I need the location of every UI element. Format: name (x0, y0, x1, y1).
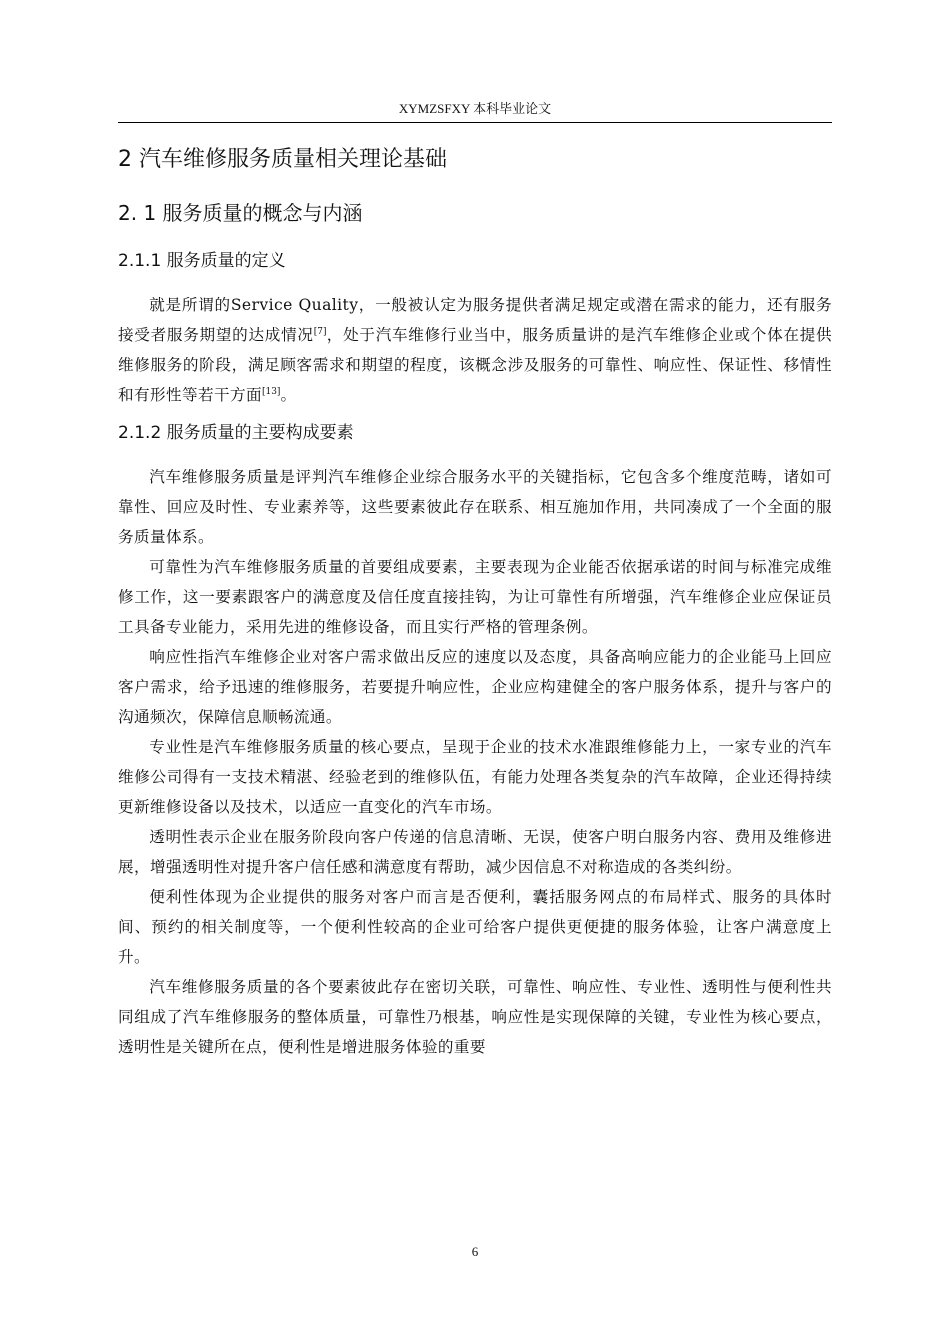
running-header: XYMZSFXY 本科毕业论文 (398, 101, 552, 116)
citation-ref: [13] (261, 387, 281, 397)
paragraph-convenience: 便利性体现为企业提供的服务对客户而言是否便利，囊括服务网点的布局样式、服务的具体时间、预约的相关制度等，一个便利性较高的企业可给客户提供更便捷的服务体验，让客户满意度上升。 (118, 888, 832, 966)
paragraph-overview: 汽车维修服务质量是评判汽车维修企业综合服务水平的关键指标，它包含多个维度范畴，诸如可靠性、回应及时性、专业素养等，这些要素彼此存在联系、相互施加作用，共同凑成了一个全面的服务质量体系。 (118, 468, 832, 546)
page-number: 6 (471, 1244, 479, 1259)
paragraph-definition (118, 290, 832, 410)
chapter-title: 2 汽车维修服务质量相关理论基础 (118, 147, 447, 172)
page-body (118, 130, 832, 1062)
paragraph-transparency: 透明性表示企业在服务阶段向客户传递的信息清晰、无误，使客户明白服务内容、费用及维修进展，增强透明性对提升客户信任感和满意度有帮助，减少因信息不对称造成的各类纠纷。 (118, 828, 832, 876)
subsection-title-definition: 2.1.1 服务质量的定义 (118, 251, 286, 271)
citation-ref: [7] (313, 327, 327, 337)
paragraph-responsiveness: 响应性指汽车维修企业对客户需求做出反应的速度以及态度，具备高响应能力的企业能马上回应客户需求，给予迅速的维修服务，若要提升响应性，企业应构建健全的客户服务体系，提升与客户的沟通频次，保障信息顺畅流通。 (118, 648, 832, 726)
paragraph-summary: 汽车维修服务质量的各个要素彼此存在密切关联，可靠性、响应性、专业性、透明性与便利性共同组成了汽车维修服务的整体质量，可靠性乃根基，响应性是实现保障的关键，专业性为核心要点，透明性是关键所在点，便利性是增进服务体验的重要 (118, 978, 832, 1056)
paragraph-text: 就是所谓的Service Quality，一般被认定为服务提供者满足规定或潜在需求的能力，还有服务接受者服务期望的达成情况 (118, 296, 832, 344)
paragraph-professionalism: 专业性是汽车维修服务质量的核心要点，呈现于企业的技术水准跟维修能力上，一家专业的汽车维修公司得有一支技术精湛、经验老到的维修队伍，有能力处理各类复杂的汽车故障，企业还得持续更新维修设备以及技术，以适应一直变化的汽车市场。 (118, 738, 832, 816)
subsection-title-elements: 2.1.2 服务质量的主要构成要素 (118, 423, 354, 443)
paragraph-reliability: 可靠性为汽车维修服务质量的首要组成要素，主要表现为企业能否依据承诺的时间与标准完成维修工作，这一要素跟客户的满意度及信任度直接挂钩，为让可靠性有所增强，汽车维修企业应保证员工具备专业能力，采用先进的维修设备，而且实行严格的管理条例。 (118, 558, 832, 636)
paragraph-text: 。 (280, 386, 297, 404)
header-divider (118, 122, 832, 123)
section-title: 2. 1 服务质量的概念与内涵 (118, 201, 363, 225)
paragraph-text: ，处于汽车维修行业当中，服务质量讲的是汽车维修企业或个体在提供维修服务的阶段，满足顾客需求和期望的程度，该概念涉及服务的可靠性、响应性、保证性、移情性和有形性等若干方面 (118, 326, 832, 404)
